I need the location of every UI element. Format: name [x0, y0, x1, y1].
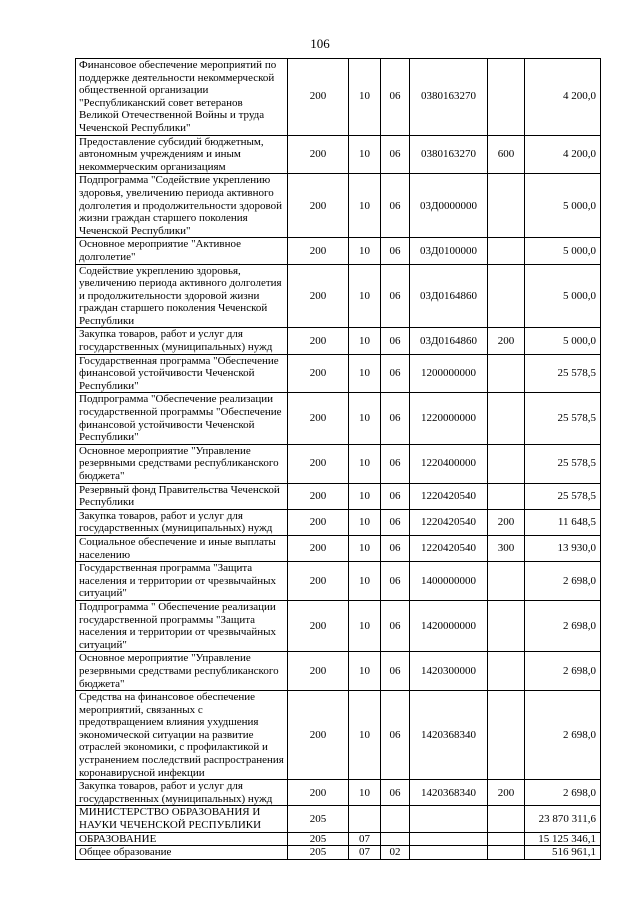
- cell-section: 10: [349, 59, 381, 136]
- cell-section: 10: [349, 174, 381, 238]
- cell-amount: 5 000,0: [525, 238, 601, 264]
- cell-target-article: [410, 806, 488, 832]
- cell-target-article: 1220000000: [410, 393, 488, 444]
- cell-admin-code: 200: [288, 483, 349, 509]
- cell-amount: 2 698,0: [525, 562, 601, 601]
- table-row: [76, 600, 601, 651]
- cell-expense-type: [488, 832, 525, 846]
- table-row: [76, 562, 601, 601]
- table-row: [76, 135, 601, 174]
- cell-amount: 25 578,5: [525, 483, 601, 509]
- cell-amount: 23 870 311,6: [525, 806, 601, 832]
- cell-amount: 2 698,0: [525, 600, 601, 651]
- cell-name: Финансовое обеспечение мероприятий по поддержке деятельности некоммерческой общественной организации "Республиканский совет ветеранов Великой Отечественной Войны и труда Чеченской Республики": [76, 59, 288, 136]
- cell-admin-code: 205: [288, 806, 349, 832]
- cell-subsection: 06: [381, 328, 410, 354]
- cell-name: Закупка товаров, работ и услуг для государственных (муниципальных) нужд: [76, 328, 288, 354]
- cell-section: 10: [349, 509, 381, 535]
- budget-table: [75, 58, 601, 860]
- cell-name: Основное мероприятие "Управление резервными средствами республиканского бюджета": [76, 652, 288, 691]
- cell-name: Основное мероприятие "Управление резервными средствами республиканского бюджета": [76, 444, 288, 483]
- cell-section: 10: [349, 562, 381, 601]
- cell-subsection: 06: [381, 691, 410, 780]
- cell-target-article: [410, 846, 488, 860]
- cell-amount: 516 961,1: [525, 846, 601, 860]
- cell-expense-type: [488, 59, 525, 136]
- cell-name: Подпрограмма "Обеспечение реализации государственной программы "Обеспечение финансовой устойчивости Чеченской Республики": [76, 393, 288, 444]
- table-row: [76, 832, 601, 846]
- cell-admin-code: 200: [288, 328, 349, 354]
- cell-section: 10: [349, 652, 381, 691]
- cell-expense-type: [488, 846, 525, 860]
- cell-target-article: 1220400000: [410, 444, 488, 483]
- cell-target-article: 03Д0000000: [410, 174, 488, 238]
- cell-subsection: 06: [381, 135, 410, 174]
- cell-section: 10: [349, 691, 381, 780]
- cell-target-article: 03Д0164860: [410, 328, 488, 354]
- cell-expense-type: [488, 600, 525, 651]
- cell-expense-type: [488, 562, 525, 601]
- cell-expense-type: 200: [488, 328, 525, 354]
- page-number: 106: [310, 36, 330, 51]
- cell-admin-code: 200: [288, 238, 349, 264]
- table-row: [76, 328, 601, 354]
- cell-target-article: 1420300000: [410, 652, 488, 691]
- cell-section: 10: [349, 393, 381, 444]
- table-row: [76, 174, 601, 238]
- cell-subsection: [381, 806, 410, 832]
- cell-admin-code: 200: [288, 135, 349, 174]
- cell-target-article: 1420368340: [410, 780, 488, 806]
- cell-amount: 13 930,0: [525, 535, 601, 561]
- cell-subsection: 06: [381, 535, 410, 561]
- table-row: [76, 59, 601, 136]
- cell-admin-code: 200: [288, 652, 349, 691]
- cell-expense-type: [488, 354, 525, 393]
- cell-section: 10: [349, 483, 381, 509]
- cell-name: Закупка товаров, работ и услуг для государственных (муниципальных) нужд: [76, 509, 288, 535]
- cell-admin-code: 200: [288, 174, 349, 238]
- cell-target-article: 03Д0164860: [410, 264, 488, 328]
- cell-target-article: 1200000000: [410, 354, 488, 393]
- cell-section: 10: [349, 535, 381, 561]
- cell-name: Предоставление субсидий бюджетным, автономным учреждениям и иным некоммерческим организациям: [76, 135, 288, 174]
- cell-name: Средства на финансовое обеспечение мероприятий, связанных с предотвращением влияния ухудшения экономической ситуации на развитие отраслей экономики, с профилактикой и устранением последствий распространения коронавирусной инфекции: [76, 691, 288, 780]
- cell-amount: 2 698,0: [525, 652, 601, 691]
- cell-name: Общее образование: [76, 846, 288, 860]
- cell-section: 10: [349, 354, 381, 393]
- cell-amount: 5 000,0: [525, 328, 601, 354]
- cell-section: 10: [349, 238, 381, 264]
- cell-expense-type: [488, 652, 525, 691]
- table-row: [76, 806, 601, 832]
- cell-section: 10: [349, 600, 381, 651]
- cell-target-article: [410, 832, 488, 846]
- cell-amount: 15 125 346,1: [525, 832, 601, 846]
- cell-amount: 25 578,5: [525, 393, 601, 444]
- table-row: [76, 238, 601, 264]
- cell-amount: 2 698,0: [525, 780, 601, 806]
- cell-admin-code: 200: [288, 691, 349, 780]
- cell-section: 10: [349, 135, 381, 174]
- cell-section: 07: [349, 846, 381, 860]
- cell-name: Резервный фонд Правительства Чеченской Республики: [76, 483, 288, 509]
- cell-name: Закупка товаров, работ и услуг для государственных (муниципальных) нужд: [76, 780, 288, 806]
- cell-admin-code: 200: [288, 444, 349, 483]
- table-row: [76, 483, 601, 509]
- cell-amount: 4 200,0: [525, 59, 601, 136]
- cell-subsection: 06: [381, 444, 410, 483]
- cell-expense-type: [488, 393, 525, 444]
- cell-expense-type: [488, 174, 525, 238]
- cell-name: Подпрограмма "Содействие укреплению здоровья, увеличению периода активного долголетия и продолжительности здоровой жизни граждан старшего поколения Чеченской Республики": [76, 174, 288, 238]
- cell-expense-type: 600: [488, 135, 525, 174]
- cell-admin-code: 200: [288, 393, 349, 444]
- cell-section: 07: [349, 832, 381, 846]
- cell-name: Государственная программа "Обеспечение финансовой устойчивости Чеченской Республики": [76, 354, 288, 393]
- table-row: [76, 846, 601, 860]
- table-row: [76, 509, 601, 535]
- cell-admin-code: 200: [288, 535, 349, 561]
- table-row: [76, 264, 601, 328]
- cell-section: 10: [349, 780, 381, 806]
- cell-name: Содействие укреплению здоровья, увеличению периода активного долголетия и продолжительности здоровой жизни граждан старшего поколения Чеченской Республики: [76, 264, 288, 328]
- cell-subsection: 06: [381, 483, 410, 509]
- cell-name: Подпрограмма " Обеспечение реализации государственной программы "Защита населения и территории от чрезвычайных ситуаций": [76, 600, 288, 651]
- cell-admin-code: 200: [288, 509, 349, 535]
- cell-subsection: 06: [381, 652, 410, 691]
- cell-target-article: 03Д0100000: [410, 238, 488, 264]
- cell-target-article: 1220420540: [410, 535, 488, 561]
- cell-expense-type: [488, 483, 525, 509]
- cell-amount: 11 648,5: [525, 509, 601, 535]
- cell-target-article: 1220420540: [410, 509, 488, 535]
- cell-subsection: 06: [381, 600, 410, 651]
- cell-admin-code: 200: [288, 780, 349, 806]
- cell-expense-type: 200: [488, 509, 525, 535]
- cell-target-article: 0380163270: [410, 59, 488, 136]
- cell-admin-code: 200: [288, 354, 349, 393]
- cell-name: ОБРАЗОВАНИЕ: [76, 832, 288, 846]
- table-row: [76, 444, 601, 483]
- cell-subsection: 06: [381, 174, 410, 238]
- table-row: [76, 691, 601, 780]
- cell-subsection: [381, 832, 410, 846]
- table-row: [76, 535, 601, 561]
- table-row: [76, 393, 601, 444]
- cell-amount: 25 578,5: [525, 444, 601, 483]
- cell-expense-type: [488, 444, 525, 483]
- cell-amount: 25 578,5: [525, 354, 601, 393]
- cell-name: Основное мероприятие "Активное долголетие": [76, 238, 288, 264]
- cell-section: [349, 806, 381, 832]
- cell-amount: 5 000,0: [525, 174, 601, 238]
- cell-section: 10: [349, 264, 381, 328]
- cell-subsection: 06: [381, 354, 410, 393]
- cell-target-article: 1400000000: [410, 562, 488, 601]
- cell-subsection: 06: [381, 238, 410, 264]
- cell-admin-code: 200: [288, 59, 349, 136]
- cell-expense-type: 300: [488, 535, 525, 561]
- cell-subsection: 06: [381, 780, 410, 806]
- cell-amount: 2 698,0: [525, 691, 601, 780]
- cell-section: 10: [349, 328, 381, 354]
- cell-subsection: 06: [381, 59, 410, 136]
- cell-amount: 4 200,0: [525, 135, 601, 174]
- cell-admin-code: 200: [288, 562, 349, 601]
- cell-target-article: 0380163270: [410, 135, 488, 174]
- cell-section: 10: [349, 444, 381, 483]
- cell-subsection: 06: [381, 562, 410, 601]
- cell-admin-code: 205: [288, 846, 349, 860]
- table-row: [76, 780, 601, 806]
- budget-table-body: [76, 59, 601, 860]
- cell-amount: 5 000,0: [525, 264, 601, 328]
- cell-subsection: 06: [381, 264, 410, 328]
- cell-expense-type: [488, 806, 525, 832]
- cell-target-article: 1420368340: [410, 691, 488, 780]
- cell-expense-type: [488, 691, 525, 780]
- cell-admin-code: 200: [288, 600, 349, 651]
- cell-target-article: 1220420540: [410, 483, 488, 509]
- table-row: [76, 354, 601, 393]
- cell-admin-code: 200: [288, 264, 349, 328]
- cell-name: Государственная программа "Защита населения и территории от чрезвычайных ситуаций": [76, 562, 288, 601]
- cell-name: МИНИСТЕРСТВО ОБРАЗОВАНИЯ И НАУКИ ЧЕЧЕНСКОЙ РЕСПУБЛИКИ: [76, 806, 288, 832]
- cell-expense-type: [488, 264, 525, 328]
- table-row: [76, 652, 601, 691]
- cell-subsection: 06: [381, 393, 410, 444]
- cell-admin-code: 205: [288, 832, 349, 846]
- cell-target-article: 1420000000: [410, 600, 488, 651]
- cell-name: Социальное обеспечение и иные выплаты населению: [76, 535, 288, 561]
- cell-expense-type: 200: [488, 780, 525, 806]
- cell-expense-type: [488, 238, 525, 264]
- cell-subsection: 02: [381, 846, 410, 860]
- cell-subsection: 06: [381, 509, 410, 535]
